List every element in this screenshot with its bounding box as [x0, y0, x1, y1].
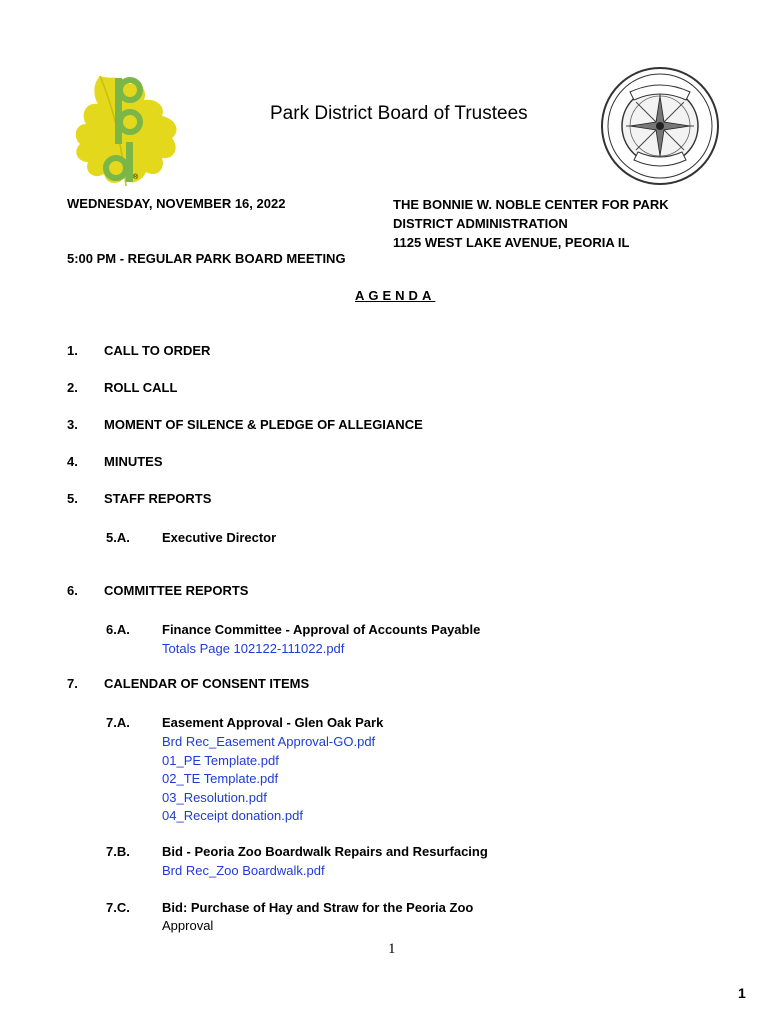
- subitem-number: 7.C.: [106, 900, 130, 915]
- agenda-item: MINUTES: [104, 454, 163, 469]
- attachment-link[interactable]: 04_Receipt donation.pdf: [162, 808, 303, 823]
- location-line: 1125 WEST LAKE AVENUE, PEORIA IL: [393, 235, 630, 250]
- item-number: 2.: [67, 380, 78, 395]
- gold-medal-seal-icon: [600, 66, 720, 186]
- page-number-center: 1: [388, 941, 396, 957]
- attachment-link[interactable]: 01_PE Template.pdf: [162, 752, 279, 768]
- item-number: 6.: [67, 583, 78, 598]
- item-number: 1.: [67, 343, 78, 358]
- attachment-link[interactable]: Brd Rec_Zoo Boardwalk.pdf: [162, 863, 325, 878]
- park-district-logo: [70, 70, 185, 190]
- agenda-item: ROLL CALL: [104, 380, 178, 395]
- attachment-link[interactable]: Brd Rec_Easement Approval-GO.pdf: [162, 734, 376, 749]
- location-line: THE BONNIE W. NOBLE CENTER FOR PARK: [393, 197, 669, 212]
- agenda-item: CALL TO ORDER: [104, 343, 211, 358]
- meeting-location: [393, 195, 669, 252]
- subitem-title: Bid - Peoria Zoo Boardwalk Repairs and Resurfacing: [162, 844, 488, 859]
- location-line: DISTRICT ADMINISTRATION: [393, 216, 568, 231]
- agenda-item: MOMENT OF SILENCE & PLEDGE OF ALLEGIANCE: [104, 417, 423, 432]
- subitem-number: 5.A.: [106, 530, 130, 545]
- subitem-number: 7.A.: [106, 715, 130, 730]
- agenda-heading: AGENDA: [355, 288, 436, 303]
- attachment-link[interactable]: Totals Page 102122-111022.pdf: [162, 641, 345, 656]
- registered-mark: ®: [133, 174, 139, 181]
- award-seal: [600, 66, 720, 186]
- subitem-title: Bid: Purchase of Hay and Straw for the Peoria Zoo: [162, 900, 474, 915]
- subitem-note: Approval: [162, 918, 214, 933]
- attachment-links: [162, 862, 325, 881]
- subitem-number: 7.B.: [106, 844, 130, 859]
- meeting-type: 5:00 PM - REGULAR PARK BOARD MEETING: [67, 251, 346, 266]
- page-title: Park District Board of Trustees: [270, 103, 528, 124]
- attachment-link[interactable]: 02_TE Template.pdf: [162, 771, 279, 786]
- agenda-item: COMMITTEE REPORTS: [104, 583, 249, 598]
- item-number: 4.: [67, 454, 78, 469]
- attachment-link[interactable]: 03_Resolution.pdf: [162, 789, 267, 805]
- attachment-links: [162, 640, 344, 659]
- meeting-date: WEDNESDAY, NOVEMBER 16, 2022: [67, 196, 286, 211]
- leaf-logo-icon: [70, 70, 185, 190]
- subitem-title: Executive Director: [162, 530, 277, 545]
- subitem-number: 6.A.: [106, 622, 130, 637]
- item-number: 5.: [67, 491, 78, 506]
- item-number: 3.: [67, 417, 78, 432]
- attachment-links: [162, 733, 375, 826]
- agenda-item: STAFF REPORTS: [104, 491, 212, 506]
- page-number-corner: 1: [738, 985, 746, 1001]
- subitem-title: Finance Committee - Approval of Accounts Payable: [162, 622, 481, 637]
- item-number: 7.: [67, 676, 78, 691]
- agenda-item: CALENDAR OF CONSENT ITEMS: [104, 676, 310, 691]
- subitem-title: Easement Approval - Glen Oak Park: [162, 715, 384, 730]
